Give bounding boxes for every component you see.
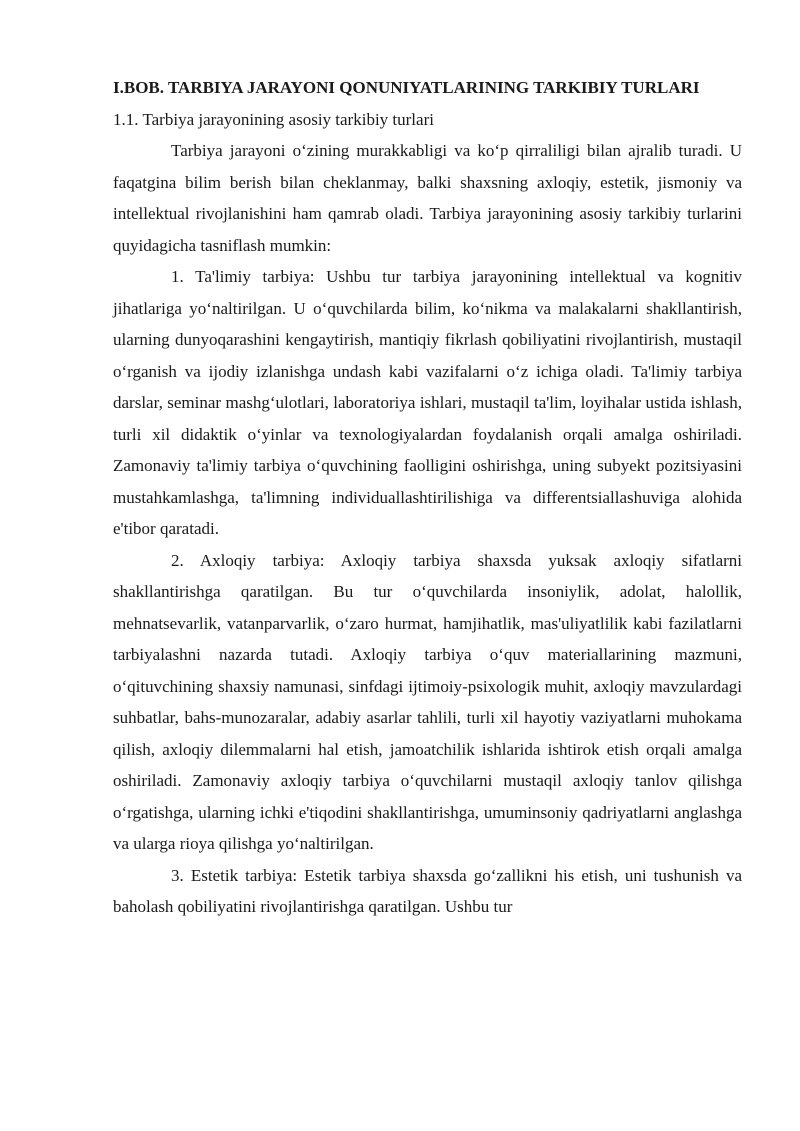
chapter-title: I.BOB. TARBIYA JARAYONI QONUNIYATLARINING TARKIBIY TURLARI [113,78,700,97]
paragraph-axloqiy-tarbiya: 2. Axloqiy tarbiya: Axloqiy tarbiya shaxsda yuksak axloqiy sifatlarni shakllantirishga qaratilgan. Bu tur o‘quvchilarda insoniylik, adolat, halollik, mehnatsevarlik, vatanparvarlik, o‘zaro hurmat, hamjihatlik, mas'uliyatlilik kabi fazilatlarni tarbiyalashni nazarda tutadi. Axloqiy tarbiya o‘quv materiallarining mazmuni, o‘qituvchining shaxsiy namunasi, sinfdagi ijtimoiy-psixologik muhit, axloqiy mavzulardagi suhbatlar, bahs-munozaralar, adabiy asarlar tahlili, turli xil hayotiy vaziyatlarni muhokama qilish, axloqiy dilemmalarni hal etish, jamoatchilik ishlarida ishtirok etish orqali amalga oshiriladi. Zamonaviy axloqiy tarbiya o‘quvchilarni mustaqil axloqiy tanlov qilishga o‘rgatishga, ularning ichki e'tiqodini shakllantirishga, umuminsoniy qadriyatlarni anglashga va ularga rioya qilishga yo‘naltirilgan. [113,550,742,853]
paragraph-estetik-tarbiya: 3. Estetik tarbiya: Estetik tarbiya shaxsda go‘zallikni his etish, uni tushunish va baholash qobiliyatini rivojlantirishga qaratilgan. Ushbu tur [113,865,742,916]
paragraph-intro: Tarbiya jarayoni o‘zining murakkabligi va ko‘p qirraliligi bilan ajralib turadi. U faqatgina bilim berish bilan cheklanmay, balki shaxsning axloqiy, estetik, jismoniy va intellektual rivojlanishini ham qamrab oladi. Tarbiya jarayonining asosiy tarkibiy turlarini quyidagicha tasniflash mumkin: [113,141,742,255]
document-body [113,72,742,923]
paragraph-talimiy-tarbiya: 1. Ta'limiy tarbiya: Ushbu tur tarbiya jarayonining intellektual va kognitiv jihatlariga yo‘naltirilgan. U o‘quvchilarda bilim, ko‘nikma va malakalarni shakllantirish, ularning dunyoqarashini kengaytirish, mantiqiy fikrlash qobiliyatini rivojlantirish, mustaqil o‘rganish va ijodiy izlanishga undash kabi vazifalarni o‘z ichiga oladi. Ta'limiy tarbiya darslar, seminar mashg‘ulotlari, laboratoriya ishlari, mustaqil ta'lim, loyihalar ustida ishlash, turli xil didaktik o‘yinlar va texnologiyalardan foydalanish orqali amalga oshiriladi. Zamonaviy ta'limiy tarbiya o‘quvchining faolligini oshirishga, uning subyekt pozitsiyasini mustahkamlashga, ta'limning individuallashtirilishiga va differentsiallashuviga alohida e'tibor qaratadi. [113,267,742,538]
section-title: 1.1. Tarbiya jarayonining asosiy tarkibiy turlari [113,109,434,129]
